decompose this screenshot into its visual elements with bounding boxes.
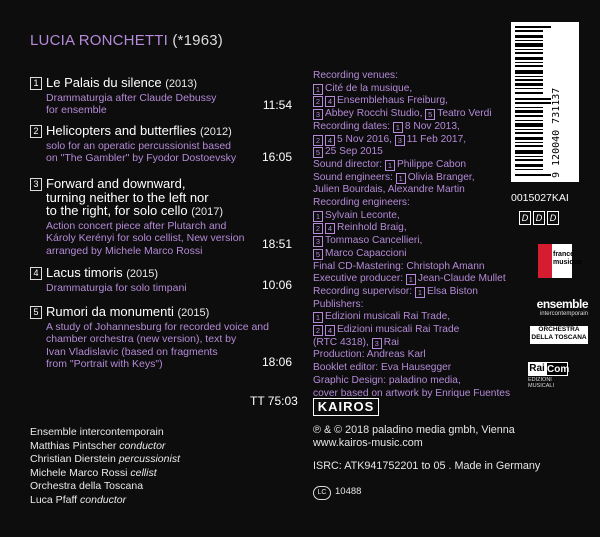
track-number: 1	[30, 77, 42, 90]
track-title: 2 Helicopters and butterflies (2012)	[30, 124, 292, 140]
performers-list	[30, 426, 180, 508]
track-duration: 11:54	[262, 98, 292, 112]
isrc-code: ISRC: ATK941752201 to 05 . Made in Germany	[313, 460, 541, 472]
kairos-logo: KAIROS	[313, 398, 379, 416]
ddd-code: D D D	[519, 208, 561, 226]
track-5	[30, 305, 292, 371]
track-number: 3	[30, 178, 42, 191]
france-musique-logo: france musique	[538, 244, 572, 278]
track-number: 4	[30, 267, 42, 280]
track-duration: 10:06	[261, 278, 292, 292]
track-duration: 18:06	[261, 355, 292, 369]
performer: Orchestra della Toscana	[30, 480, 144, 493]
composer-name: LUCIA RONCHETTI	[30, 32, 169, 49]
performer: Michele Marco Rossi cellist	[30, 466, 157, 479]
track-description: Action concert piece after Plutarch and Károly Kerényi for solo cellist, New version arranged by Michele Marco Rossi	[46, 219, 245, 257]
copyright: ℗ & © 2018 paladino media gmbh, Vienna	[313, 424, 515, 436]
catalog-number: 0015027KAI	[511, 192, 569, 204]
performer: Matthias Pintscher conductor	[30, 439, 166, 452]
track-title: 1 Le Palais du silence (2013)	[30, 76, 292, 92]
composer-year: (*1963)	[172, 32, 223, 49]
barcode-digits: 9 120040 731137	[551, 87, 562, 178]
track-number: 5	[30, 306, 42, 319]
track-description: Drammaturgia after Claude Debussy for ensemble	[46, 91, 217, 116]
performer: Christian Dierstein percussionist	[30, 453, 180, 466]
track-2	[30, 124, 292, 165]
track-description: A study of Johannesburg for recorded voice and chamber orchestra (new version), text by Ivan Vladislavic (based on fragments from "Portrait with Keys")	[46, 320, 269, 370]
track-title: 3 Forward and downward, turning neither to the left nor to the right, for solo cello (2017)	[30, 177, 292, 220]
track-4	[30, 266, 292, 294]
barcode-bars	[515, 26, 551, 178]
performer: Luca Pfaff conductor	[30, 493, 127, 506]
rai-com-logo: Rai Com EDIZIONI MUSICALI	[528, 363, 570, 389]
track-3	[30, 177, 292, 257]
track-title: 5 Rumori da monumenti (2015)	[30, 305, 292, 321]
orchestra-toscana-logo: ORCHESTRA DELLA TOSCANA	[530, 326, 588, 344]
performer: Ensemble intercontemporain	[30, 426, 164, 438]
track-duration: 18:51	[261, 237, 292, 251]
track-number: 2	[30, 125, 42, 138]
label-info	[313, 424, 515, 450]
ensemble-intercontemporain-logo: ensemble intercontemporain	[536, 297, 588, 317]
label-code: LC 10488	[313, 486, 361, 500]
lc-icon: LC	[313, 486, 331, 500]
barcode	[511, 22, 579, 182]
recording-credits: Recording venues: 1 Cité de la musique, 2 4 Ensemblehaus Freiburg, 3 Abbey Rocchi Studio, 5 Teatro Verdi Recording dates: 1 8 Nov 2013, 2 4 5 Nov 2016, 3 11 Feb 2017, 5 25 Sep 2015 Sound director: 1 Philippe Cabon Sound engineers: 1 Olivia Branger, Julien Bourdais, Alexandre Martin Recording engineers: 1 Sylvain Leconte, 2 4 Reinhold Braig, 3 Tommaso Cancellieri, 5 Marco Capaccioni Final CD-Mastering: Christoph Amann Executive producer: 1 Jean-Claude Mullet Recording supervisor: 1 Elsa Biston Publishers: 1 Edizioni musicali Rai Trade, 2 4 Edizioni musicali Rai Trade (RTC 4318), 3 Rai Production: Andreas Karl Booklet editor: Eva Hausegger Graphic Design: paladino media, cover based on artwork by Enrique Fuentes	[313, 70, 511, 399]
total-time: TT 75:03	[250, 394, 298, 408]
track-description: solo for an operatic percussionist based on "The Gambler" by Fyodor Dostoevsky	[46, 139, 237, 164]
website-link[interactable]: www.kairos-music.com	[313, 437, 423, 449]
track-title: 4 Lacus timoris (2015)	[30, 266, 292, 282]
track-duration: 16:05	[261, 150, 292, 164]
track-1	[30, 76, 292, 117]
track-description: Drammaturgia for solo timpani	[46, 281, 187, 294]
composer-heading	[30, 32, 223, 49]
